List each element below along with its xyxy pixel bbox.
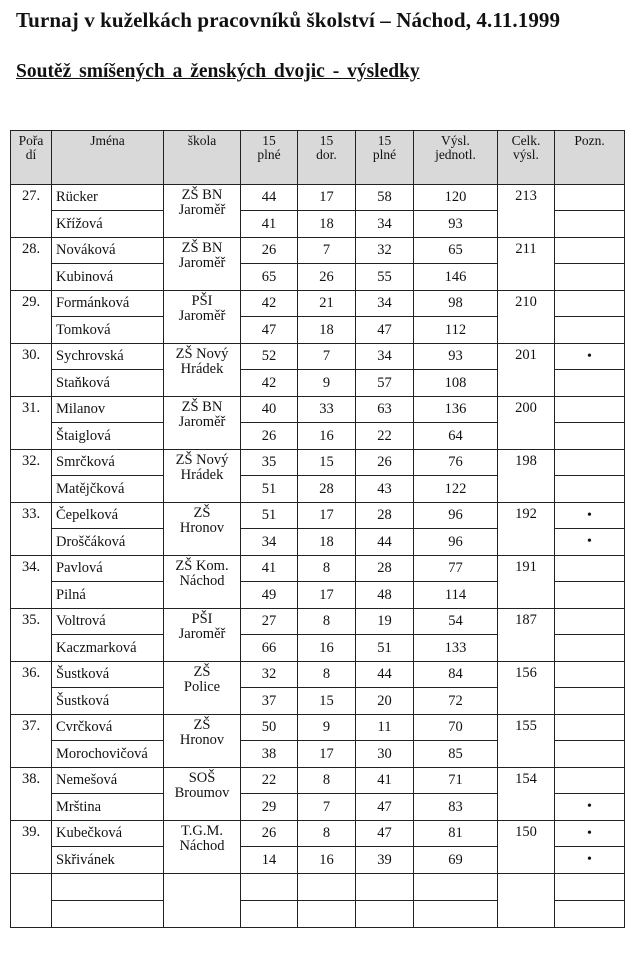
note-cell: [555, 450, 625, 476]
full-score-2: 55: [356, 264, 414, 291]
player-name: Nováková: [52, 238, 164, 264]
table-row: [11, 185, 625, 211]
player-name: Nemešová: [52, 768, 164, 794]
rank-cell: 38.: [11, 768, 52, 821]
full-score: 40: [241, 397, 298, 423]
full-score-2: 47: [356, 821, 414, 847]
empty-total-cell: [498, 874, 555, 928]
table-row: [11, 556, 625, 582]
player-name: Sychrovská: [52, 344, 164, 370]
school-line-2: Hrádek: [180, 361, 224, 378]
school-line-2: Jaroměř: [178, 414, 226, 431]
school-line-2: Broumov: [174, 785, 230, 802]
player-name: Kubinová: [52, 264, 164, 291]
note-cell: [555, 291, 625, 317]
header-full: 15 plné: [241, 131, 298, 185]
note-cell: [555, 556, 625, 582]
full-score: 50: [241, 715, 298, 741]
dor-score: 9: [298, 715, 356, 741]
player-name: Matějčková: [52, 476, 164, 503]
note-cell: •: [555, 529, 625, 556]
full-score: 41: [241, 556, 298, 582]
school-cell: [164, 768, 241, 821]
dor-score: 17: [298, 503, 356, 529]
table-row: [11, 768, 625, 794]
full-score-2: 41: [356, 768, 414, 794]
page-title: Turnaj v kuželkách pracovníků školství – Náchod, 4.11.1999: [16, 8, 561, 32]
full-score: 26: [241, 821, 298, 847]
empty-note-cell: [555, 874, 625, 901]
full-score-2: 11: [356, 715, 414, 741]
dor-score: 7: [298, 794, 356, 821]
individual-result: 71: [414, 768, 498, 794]
school-line-2: Hrádek: [180, 467, 224, 484]
school-cell: [164, 503, 241, 556]
dor-score: 17: [298, 582, 356, 609]
dor-score: 8: [298, 609, 356, 635]
table-row: [11, 238, 625, 264]
note-cell: [555, 370, 625, 397]
note-cell: •: [555, 344, 625, 370]
player-name: Droščáková: [52, 529, 164, 556]
full-score: 37: [241, 688, 298, 715]
full-score: 26: [241, 238, 298, 264]
note-cell: •: [555, 821, 625, 847]
school-line-1: ZŠ: [193, 664, 211, 680]
individual-result: 76: [414, 450, 498, 476]
full-score: 22: [241, 768, 298, 794]
note-cell: [555, 476, 625, 503]
full-score-2: 58: [356, 185, 414, 211]
header-dor: 15 dor.: [298, 131, 356, 185]
full-score-2: 39: [356, 847, 414, 874]
player-name: Milanov: [52, 397, 164, 423]
full-score: 32: [241, 662, 298, 688]
header-note: Pozn.: [555, 131, 625, 185]
full-score: 42: [241, 370, 298, 397]
dor-score: 8: [298, 556, 356, 582]
school-cell: [164, 821, 241, 874]
empty-score-cell: [414, 874, 498, 901]
rank-cell: 33.: [11, 503, 52, 556]
table-row: [11, 821, 625, 847]
rank-cell: 28.: [11, 238, 52, 291]
school-line-1: SOŠ: [188, 770, 216, 786]
school-line-1: ZŠ BN: [181, 240, 223, 256]
empty-score-cell: [356, 901, 414, 928]
full-score-2: 19: [356, 609, 414, 635]
dor-score: 15: [298, 688, 356, 715]
school-line-2: Hronov: [179, 520, 225, 537]
player-name: Staňková: [52, 370, 164, 397]
individual-result: 96: [414, 503, 498, 529]
individual-result: 146: [414, 264, 498, 291]
note-cell: •: [555, 794, 625, 821]
school-line-2: Náchod: [179, 573, 225, 590]
full-score-2: 47: [356, 794, 414, 821]
individual-result: 93: [414, 344, 498, 370]
empty-score-cell: [241, 874, 298, 901]
full-score-2: 28: [356, 503, 414, 529]
school-line-2: Náchod: [179, 838, 225, 855]
player-name: Smrčková: [52, 450, 164, 476]
player-name: Morochovičová: [52, 741, 164, 768]
rank-cell: 32.: [11, 450, 52, 503]
school-line-2: Hronov: [179, 732, 225, 749]
header-names: Jména: [52, 131, 164, 185]
individual-result: 81: [414, 821, 498, 847]
note-cell: [555, 635, 625, 662]
dor-score: 16: [298, 423, 356, 450]
note-cell: [555, 688, 625, 715]
total-result: 156: [498, 662, 555, 715]
note-cell: •: [555, 847, 625, 874]
school-cell: [164, 344, 241, 397]
school-line-1: ZŠ Kom.: [175, 558, 229, 574]
table-row: [11, 503, 625, 529]
empty-score-cell: [298, 874, 356, 901]
individual-result: 70: [414, 715, 498, 741]
school-line-1: ZŠ: [193, 717, 211, 733]
note-cell: [555, 185, 625, 211]
rank-cell: 27.: [11, 185, 52, 238]
individual-result: 133: [414, 635, 498, 662]
individual-result: 112: [414, 317, 498, 344]
individual-result: 108: [414, 370, 498, 397]
full-score-2: 51: [356, 635, 414, 662]
player-name: Voltrová: [52, 609, 164, 635]
individual-result: 54: [414, 609, 498, 635]
individual-result: 120: [414, 185, 498, 211]
school-line-1: PŠI: [191, 293, 213, 309]
player-name: Šustková: [52, 662, 164, 688]
player-name: Kaczmarková: [52, 635, 164, 662]
header-full-2: 15 plné: [356, 131, 414, 185]
full-score: 14: [241, 847, 298, 874]
empty-name-cell: [52, 901, 164, 928]
school-cell: [164, 609, 241, 662]
empty-score-cell: [298, 901, 356, 928]
school-line-1: ZŠ Nový: [175, 452, 229, 468]
empty-school-cell: [164, 874, 241, 928]
full-score: 44: [241, 185, 298, 211]
dor-score: 8: [298, 821, 356, 847]
note-cell: [555, 238, 625, 264]
player-name: Rücker: [52, 185, 164, 211]
full-score-2: 26: [356, 450, 414, 476]
rank-cell: 39.: [11, 821, 52, 874]
rank-cell: 29.: [11, 291, 52, 344]
player-name: Tomková: [52, 317, 164, 344]
individual-result: 69: [414, 847, 498, 874]
full-score-2: 20: [356, 688, 414, 715]
dor-score: 17: [298, 741, 356, 768]
individual-result: 83: [414, 794, 498, 821]
table-row: [11, 609, 625, 635]
note-cell: [555, 741, 625, 768]
page-subtitle: Soutěž smíšených a ženských dvojic - výsledky: [16, 61, 420, 82]
note-cell: [555, 423, 625, 450]
full-score-2: 34: [356, 211, 414, 238]
header-individual-result: Výsl. jednotl.: [414, 131, 498, 185]
dor-score: 18: [298, 211, 356, 238]
dor-score: 15: [298, 450, 356, 476]
full-score: 42: [241, 291, 298, 317]
school-line-1: PŠI: [191, 611, 213, 627]
note-cell: [555, 609, 625, 635]
full-score: 41: [241, 211, 298, 238]
full-score: 35: [241, 450, 298, 476]
full-score: 34: [241, 529, 298, 556]
total-result: 187: [498, 609, 555, 662]
player-name: Štaiglová: [52, 423, 164, 450]
table-row: [11, 397, 625, 423]
full-score-2: 43: [356, 476, 414, 503]
player-name: Kubečková: [52, 821, 164, 847]
school-line-2: Jaroměř: [178, 202, 226, 219]
empty-row: [11, 874, 625, 901]
dor-score: 8: [298, 768, 356, 794]
school-cell: [164, 291, 241, 344]
table-row: [11, 662, 625, 688]
player-name: Křížová: [52, 211, 164, 238]
full-score-2: 28: [356, 556, 414, 582]
note-cell: [555, 582, 625, 609]
individual-result: 96: [414, 529, 498, 556]
school-cell: [164, 662, 241, 715]
full-score-2: 30: [356, 741, 414, 768]
full-score: 27: [241, 609, 298, 635]
dor-score: 21: [298, 291, 356, 317]
empty-name-cell: [52, 874, 164, 901]
note-cell: [555, 715, 625, 741]
school-line-1: ZŠ Nový: [175, 346, 229, 362]
full-score-2: 57: [356, 370, 414, 397]
dor-score: 28: [298, 476, 356, 503]
note-cell: [555, 768, 625, 794]
total-result: 211: [498, 238, 555, 291]
empty-score-cell: [414, 901, 498, 928]
full-score: 38: [241, 741, 298, 768]
full-score-2: 22: [356, 423, 414, 450]
dor-score: 7: [298, 238, 356, 264]
rank-cell: 36.: [11, 662, 52, 715]
school-line-2: Police: [183, 679, 221, 696]
empty-note-cell: [555, 901, 625, 928]
individual-result: 64: [414, 423, 498, 450]
total-result: 213: [498, 185, 555, 238]
player-name: Formánková: [52, 291, 164, 317]
individual-result: 114: [414, 582, 498, 609]
total-result: 191: [498, 556, 555, 609]
dor-score: 17: [298, 185, 356, 211]
dor-score: 18: [298, 529, 356, 556]
full-score: 66: [241, 635, 298, 662]
note-cell: [555, 397, 625, 423]
dor-score: 16: [298, 635, 356, 662]
full-score: 26: [241, 423, 298, 450]
rank-cell: 35.: [11, 609, 52, 662]
full-score-2: 34: [356, 291, 414, 317]
school-line-1: ZŠ BN: [181, 399, 223, 415]
note-cell: •: [555, 503, 625, 529]
player-name: Mrština: [52, 794, 164, 821]
full-score: 49: [241, 582, 298, 609]
total-result: 201: [498, 344, 555, 397]
school-cell: [164, 450, 241, 503]
header-school: škola: [164, 131, 241, 185]
school-line-2: Jaroměř: [178, 308, 226, 325]
full-score-2: 47: [356, 317, 414, 344]
note-cell: [555, 662, 625, 688]
school-line-1: T.G.M.: [180, 823, 224, 839]
total-result: 210: [498, 291, 555, 344]
dor-score: 16: [298, 847, 356, 874]
school-cell: [164, 715, 241, 768]
total-result: 200: [498, 397, 555, 450]
individual-result: 85: [414, 741, 498, 768]
dor-score: 26: [298, 264, 356, 291]
individual-result: 84: [414, 662, 498, 688]
school-cell: [164, 556, 241, 609]
total-result: 154: [498, 768, 555, 821]
dor-score: 8: [298, 662, 356, 688]
table-row: [11, 291, 625, 317]
school-line-1: ZŠ: [193, 505, 211, 521]
full-score-2: 63: [356, 397, 414, 423]
school-cell: [164, 185, 241, 238]
total-result: 198: [498, 450, 555, 503]
total-result: 192: [498, 503, 555, 556]
dor-score: 7: [298, 344, 356, 370]
empty-score-cell: [241, 901, 298, 928]
individual-result: 72: [414, 688, 498, 715]
empty-score-cell: [356, 874, 414, 901]
rank-cell: 31.: [11, 397, 52, 450]
header-total-result: Celk. výsl.: [498, 131, 555, 185]
full-score-2: 34: [356, 344, 414, 370]
header-rank: Pořa dí: [11, 131, 52, 185]
results-table: [10, 130, 625, 928]
note-cell: [555, 211, 625, 238]
individual-result: 136: [414, 397, 498, 423]
player-name: Cvrčková: [52, 715, 164, 741]
player-name: Čepelková: [52, 503, 164, 529]
dor-score: 18: [298, 317, 356, 344]
individual-result: 93: [414, 211, 498, 238]
rank-cell: 37.: [11, 715, 52, 768]
school-cell: [164, 238, 241, 291]
individual-result: 98: [414, 291, 498, 317]
school-line-2: Jaroměř: [178, 255, 226, 272]
player-name: Skřivánek: [52, 847, 164, 874]
header-row: [11, 131, 625, 185]
full-score: 47: [241, 317, 298, 344]
dor-score: 33: [298, 397, 356, 423]
full-score-2: 32: [356, 238, 414, 264]
full-score: 65: [241, 264, 298, 291]
rank-cell: 30.: [11, 344, 52, 397]
player-name: Pavlová: [52, 556, 164, 582]
note-cell: [555, 264, 625, 291]
table-row: [11, 715, 625, 741]
full-score: 29: [241, 794, 298, 821]
full-score-2: 44: [356, 529, 414, 556]
full-score-2: 48: [356, 582, 414, 609]
individual-result: 122: [414, 476, 498, 503]
table-row: [11, 450, 625, 476]
table-row: [11, 344, 625, 370]
school-line-1: ZŠ BN: [181, 187, 223, 203]
full-score-2: 44: [356, 662, 414, 688]
individual-result: 65: [414, 238, 498, 264]
player-name: Šustková: [52, 688, 164, 715]
school-cell: [164, 397, 241, 450]
note-cell: [555, 317, 625, 344]
dor-score: 9: [298, 370, 356, 397]
player-name: Pilná: [52, 582, 164, 609]
total-result: 155: [498, 715, 555, 768]
full-score: 51: [241, 476, 298, 503]
rank-cell: 34.: [11, 556, 52, 609]
empty-rank-cell: [11, 874, 52, 928]
individual-result: 77: [414, 556, 498, 582]
full-score: 52: [241, 344, 298, 370]
full-score: 51: [241, 503, 298, 529]
total-result: 150: [498, 821, 555, 874]
school-line-2: Jaroměř: [178, 626, 226, 643]
